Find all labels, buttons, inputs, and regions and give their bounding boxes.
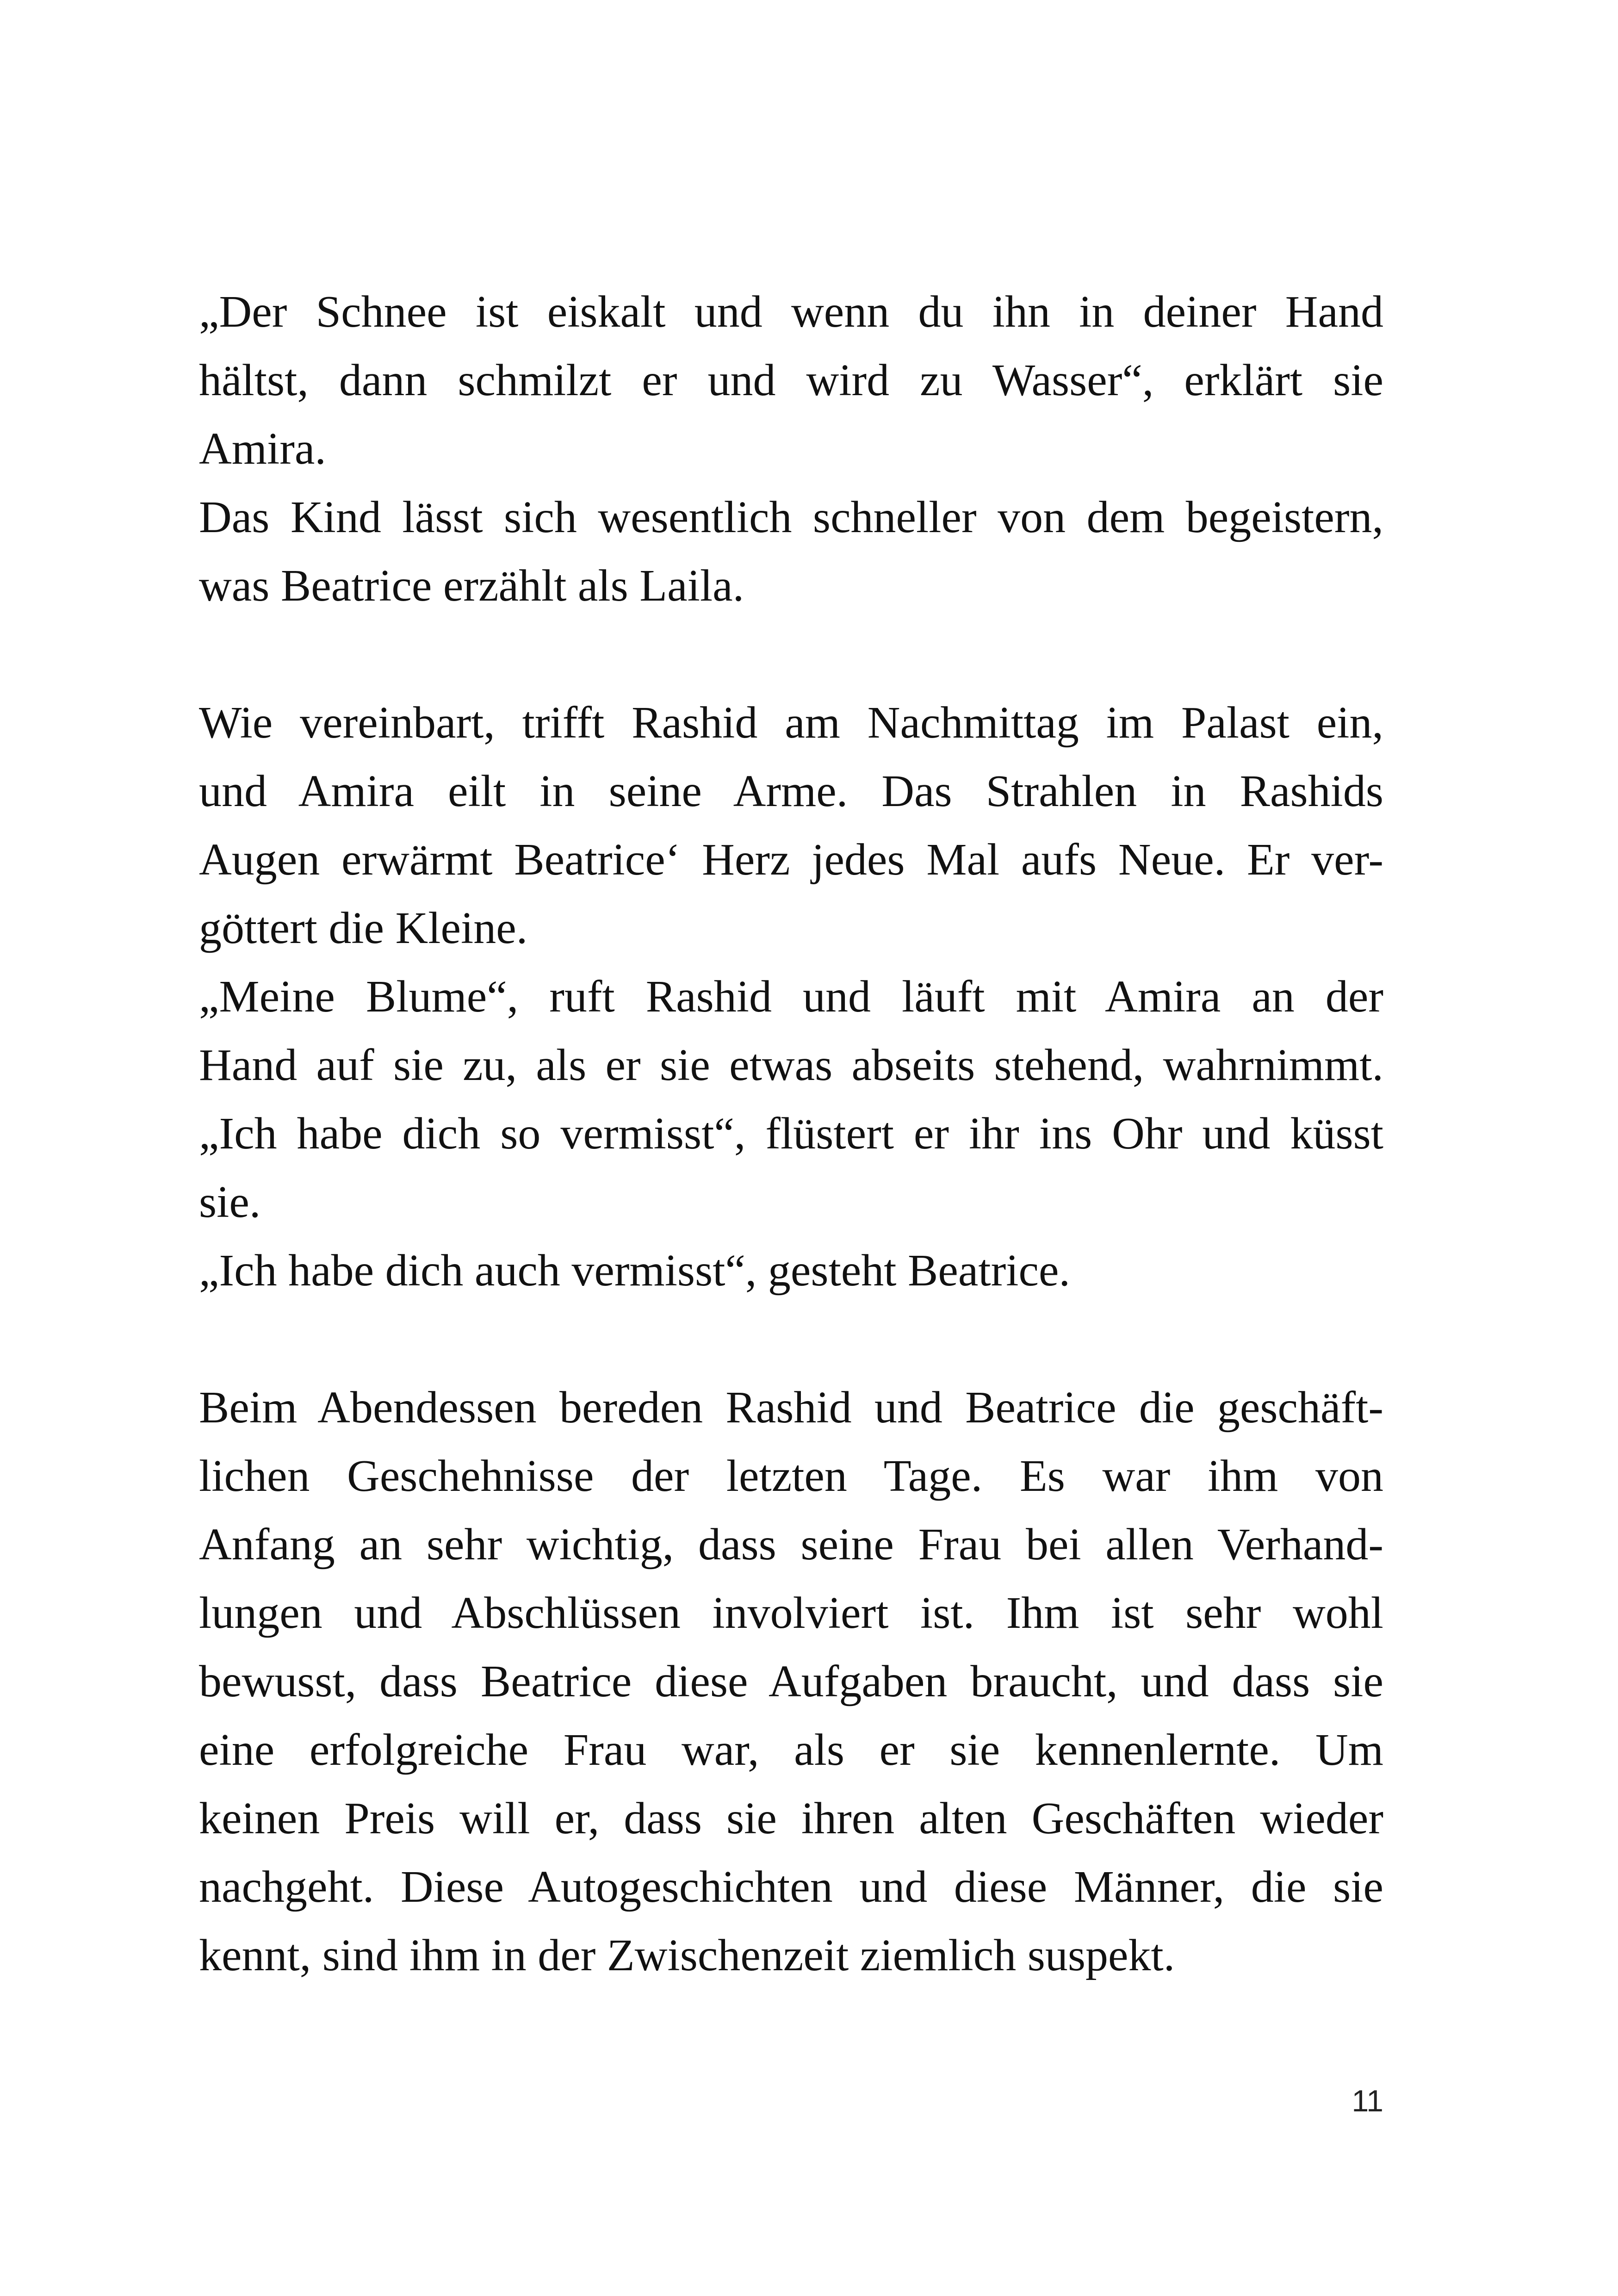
text-line: eine erfolgreiche Frau war, als er sie kennenlernte. Um: [199, 1725, 1383, 1775]
text-line: kennt, sind ihm in der Zwischenzeit ziemlich suspekt.: [199, 1930, 1175, 1980]
text-line: Wie vereinbart, trifft Rashid am Nachmittag im Palast ein,: [199, 698, 1383, 748]
page-number: 11: [1351, 2084, 1383, 2118]
text-line: nachgeht. Diese Autogeschichten und diese Männer, die sie: [199, 1862, 1383, 1912]
text-line: keinen Preis will er, dass sie ihren alten Geschäften wieder: [199, 1793, 1383, 1843]
text-line: und Amira eilt in seine Arme. Das Strahlen in Rashids: [199, 766, 1383, 816]
text-line: Hand auf sie zu, als er sie etwas abseits stehend, wahrnimmt.: [199, 1040, 1383, 1090]
text-line: bewusst, dass Beatrice diese Aufgaben braucht, und dass sie: [199, 1657, 1383, 1706]
body-text: [199, 278, 1383, 1990]
paragraph-gap: [199, 620, 1383, 689]
text-line: „Meine Blume“, ruft Rashid und läuft mit Amira an der: [199, 972, 1383, 1022]
text-line: Beim Abendessen bereden Rashid und Beatrice die geschäft-: [199, 1383, 1383, 1433]
text-line: Das Kind lässt sich wesentlich schneller von dem begeistern,: [199, 492, 1383, 542]
text-line: „Ich habe dich auch vermisst“, gesteht Beatrice.: [199, 1246, 1070, 1296]
text-line: „Der Schnee ist eiskalt und wenn du ihn in deiner Hand: [199, 287, 1383, 337]
text-line: lichen Geschehnisse der letzten Tage. Es war ihm von: [199, 1451, 1383, 1501]
text-line: Anfang an sehr wichtig, dass seine Frau bei allen Verhand-: [199, 1520, 1383, 1570]
text-line: lungen und Abschlüssen involviert ist. Ihm ist sehr wohl: [199, 1588, 1383, 1638]
text-line: „Ich habe dich so vermisst“, flüstert er ihr ins Ohr und küsst: [199, 1109, 1383, 1159]
text-line: sie.: [199, 1177, 261, 1227]
text-line: Augen erwärmt Beatrice‘ Herz jedes Mal aufs Neue. Er ver-: [199, 835, 1383, 885]
text-line: was Beatrice erzählt als Laila.: [199, 561, 744, 611]
text-line: göttert die Kleine.: [199, 903, 528, 953]
text-line: hältst, dann schmilzt er und wird zu Wasser“, erklärt sie: [199, 355, 1383, 405]
paragraph-gap: [199, 1305, 1383, 1373]
text-line: Amira.: [199, 424, 326, 474]
